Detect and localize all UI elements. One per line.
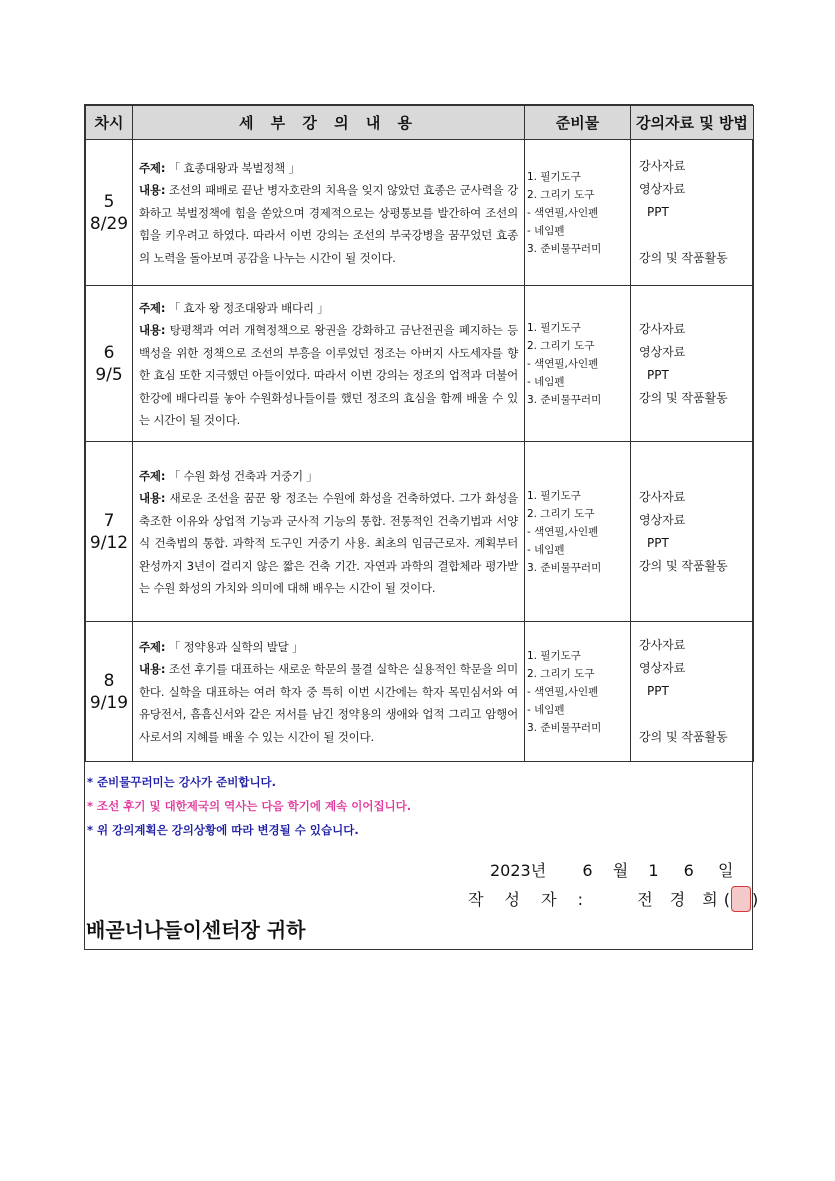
- method-item: 강사자료: [639, 321, 686, 336]
- material-item: - 색연필,사인펜: [527, 525, 599, 538]
- method-item: PPT: [647, 205, 669, 219]
- method-item: 강의 및 작품활동: [639, 558, 728, 573]
- method-item: 강사자료: [639, 638, 686, 652]
- material-item: 1. 필기도구: [527, 649, 581, 662]
- method-cell: [631, 140, 754, 286]
- session-cell: [86, 622, 133, 762]
- notes-section: [85, 762, 752, 842]
- author-label: 작 성 자 :: [468, 890, 592, 909]
- material-item: - 네임펜: [527, 224, 565, 237]
- material-item: 1. 필기도구: [527, 170, 581, 183]
- materials-cell: [525, 442, 631, 622]
- session-date: 9/12: [89, 532, 129, 553]
- materials-cell: [525, 140, 631, 286]
- material-item: - 네임펜: [527, 703, 565, 716]
- method-item: 강사자료: [639, 489, 686, 504]
- method-spacer: [639, 224, 753, 247]
- material-item: 2. 그리기 도구: [527, 667, 595, 680]
- table-row: [86, 442, 754, 622]
- header-materials: 준비물: [525, 106, 631, 140]
- topic-text: 「 효종대왕과 북벌정책 」: [168, 160, 300, 175]
- topic-label: 주제:: [139, 300, 166, 315]
- header-method: 강의자료 및 방법: [631, 106, 754, 140]
- materials-cell: [525, 286, 631, 442]
- method-spacer: [639, 703, 753, 726]
- material-item: 3. 준비물꾸러미: [527, 561, 602, 574]
- content-label: 내용:: [139, 662, 166, 677]
- session-cell: [86, 140, 133, 286]
- method-item: 영상자료: [639, 661, 686, 675]
- table-row: [86, 140, 754, 286]
- material-item: 1. 필기도구: [527, 321, 581, 334]
- material-item: 3. 준비물꾸러미: [527, 242, 602, 255]
- date-month-label: 월: [612, 861, 629, 880]
- topic-text: 「 효자 왕 정조대왕과 배다리 」: [168, 300, 329, 315]
- method-item: 강의 및 작품활동: [639, 390, 728, 405]
- content-cell: [133, 286, 525, 442]
- material-item: 2. 그리기 도구: [527, 339, 595, 352]
- session-date: 9/5: [95, 364, 123, 385]
- topic-label: 주제:: [139, 468, 166, 483]
- table-row: [86, 622, 754, 762]
- method-item: PPT: [647, 367, 669, 382]
- content-label: 내용:: [139, 183, 166, 198]
- header-content: 세 부 강 의 내 용: [133, 106, 525, 140]
- topic-text: 「 정약용과 실학의 발달 」: [168, 639, 304, 654]
- paren-close: ): [752, 890, 759, 909]
- content-text: 탕평책과 여러 개혁정책으로 왕권을 강화하고 금난전권을 폐지하는 등 백성을 위한 정책으로 조선의 부흥을 이루었던 정조는 아버지 사도세자를 향한 효심 또한 지극했던 아들이었다. 따라서 이번 강의는 정조의 업적과 더불어 한강에 배다리를 놓아 수원화성나들이를 했던 정조의 효심을 함께 배울 수 있는 시간이 될 것이다.: [139, 323, 518, 427]
- date-day-label: 일: [718, 861, 734, 880]
- topic-label: 주제:: [139, 160, 166, 175]
- lecture-plan-table: [85, 105, 754, 762]
- date-day: 1 6: [648, 861, 704, 880]
- material-item: 2. 그리기 도구: [527, 507, 595, 520]
- session-date: 9/19: [89, 692, 129, 713]
- method-item: 영상자료: [639, 182, 686, 196]
- material-item: 2. 그리기 도구: [527, 188, 595, 201]
- content-text: 조선의 패배로 끝난 병자호란의 치욕을 잊지 않았던 효종은 군사력을 강화하고 북벌정책에 힘을 쏟았으며 경제적으로는 상평통보를 발간하여 조선의 힘을 키우려고 하였다. 따라서 이번 강의는 조선의 부국강병을 꿈꾸었던 효종의 노력을 돌아보며 공감을 나누는 시간이 될 것이다.: [139, 183, 518, 265]
- session-number: 5: [103, 191, 115, 212]
- method-item: PPT: [647, 535, 669, 550]
- signature-date: [490, 858, 734, 881]
- session-cell: [86, 286, 133, 442]
- session-number: 8: [103, 670, 115, 691]
- seal-stamp-icon: [731, 886, 751, 912]
- material-item: 1. 필기도구: [527, 489, 581, 502]
- method-item: 영상자료: [639, 512, 686, 527]
- table-row: [86, 286, 754, 442]
- content-text: 새로운 조선을 꿈꾼 왕 정조는 수원에 화성을 건축하였다. 그가 화성을 축조한 이유와 상업적 기능과 군사적 기능의 통합. 전통적인 건축기법과 서양식 건축법의 통합. 과학적 도구인 거중기 사용. 최초의 임금근로자. 계획부터 완성까지 3년이 걸리지 않은 짧은 건축 기간. 자연과 과학의 결합체라 평가받는 수원 화성의 가치와 의미에 대해 배우는 시간이 될 것이다.: [139, 491, 518, 595]
- method-item: 강의 및 작품활동: [639, 730, 728, 744]
- note-materials: * 준비물꾸러미는 강사가 준비합니다.: [87, 775, 277, 789]
- material-item: - 네임펜: [527, 543, 565, 556]
- method-item: 강사자료: [639, 159, 686, 173]
- session-number: 6: [103, 342, 115, 363]
- session-date: 8/29: [89, 213, 129, 234]
- material-item: 3. 준비물꾸러미: [527, 721, 602, 734]
- content-text: 조선 후기를 대표하는 새로운 학문의 물결 실학은 실용적인 학문을 의미한다. 실학을 대표하는 여러 학자 중 특히 이번 시간에는 학자 목민심서와 여유당전서, 흠흠신서와 같은 저서를 남긴 정약용의 생애와 업적 그리고 암행어사로서의 지혜를 배울 수 있는 시간이 될 것이다.: [139, 662, 518, 744]
- signature-author: [468, 887, 758, 914]
- material-item: - 네임펜: [527, 375, 565, 388]
- content-label: 내용:: [139, 323, 166, 337]
- content-cell: [133, 622, 525, 762]
- method-item: 영상자료: [639, 344, 686, 359]
- method-item: 강의 및 작품활동: [639, 251, 728, 265]
- material-item: - 색연필,사인펜: [527, 206, 599, 219]
- topic-text: 「 수원 화성 건축과 거중기 」: [168, 468, 318, 483]
- table-header-row: [86, 106, 754, 140]
- note-next-semester: * 조선 후기 및 대한제국의 역사는 다음 학기에 계속 이어집니다.: [87, 799, 412, 813]
- header-session: 차시: [86, 106, 133, 140]
- session-cell: [86, 442, 133, 622]
- material-item: - 색연필,사인펜: [527, 685, 599, 698]
- topic-label: 주제:: [139, 639, 166, 654]
- content-label: 내용:: [139, 491, 166, 505]
- content-cell: [133, 140, 525, 286]
- author-name: 전 경 희: [637, 890, 724, 909]
- addressee: 배곧너나들이센터장 귀하: [86, 918, 306, 942]
- paren-open: (: [723, 890, 731, 909]
- method-item: PPT: [647, 684, 669, 698]
- material-item: 3. 준비물꾸러미: [527, 393, 602, 406]
- materials-cell: [525, 622, 631, 762]
- content-cell: [133, 442, 525, 622]
- date-year: 2023년: [490, 861, 547, 880]
- method-cell: [631, 442, 754, 622]
- material-item: - 색연필,사인펜: [527, 357, 599, 370]
- method-cell: [631, 622, 754, 762]
- method-cell: [631, 286, 754, 442]
- date-month: 6: [582, 861, 593, 880]
- note-schedule-change: * 위 강의계획은 강의상황에 따라 변경될 수 있습니다.: [87, 823, 359, 837]
- session-number: 7: [103, 510, 115, 531]
- lecture-plan-document: [84, 104, 753, 950]
